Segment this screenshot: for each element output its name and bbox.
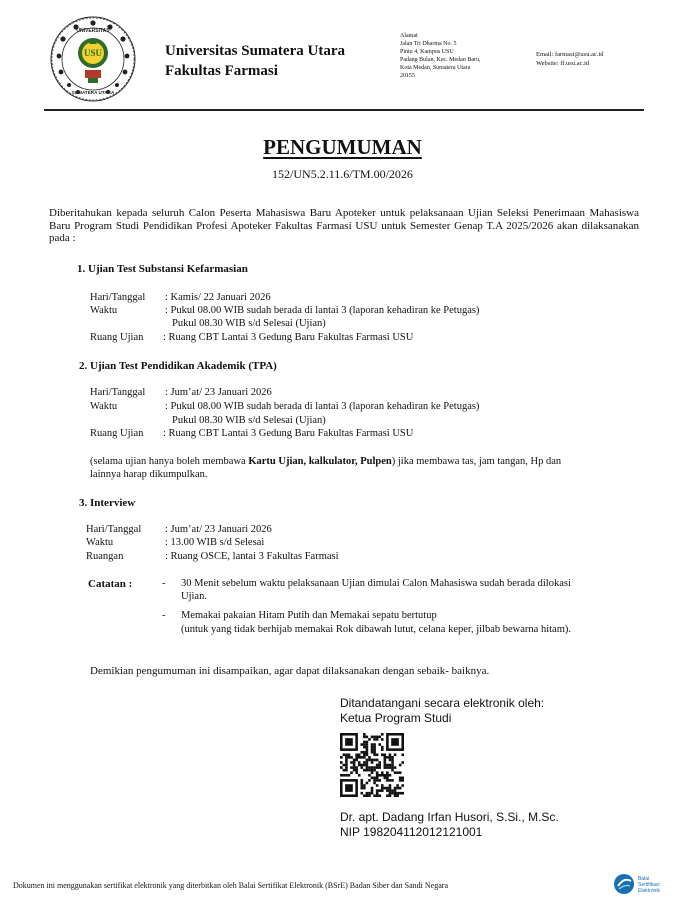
svg-text:UNIVERSITAS: UNIVERSITAS (76, 28, 110, 34)
section-3-date-label: Hari/Tanggal (86, 524, 142, 535)
address-line: 20155 (400, 73, 415, 79)
section-2-time-label: Waktu (90, 401, 118, 412)
section-3-room-label: Ruangan (86, 551, 124, 562)
notes-label: Catatan : (88, 578, 133, 590)
contact-block (536, 50, 604, 68)
section-3-heading: 3. Interview (79, 497, 136, 509)
institution-name (165, 41, 345, 81)
exam-rules-note (90, 456, 570, 481)
exam-rules-pre: (selama ujian hanya boleh membawa (90, 456, 249, 467)
closing-statement: Demikian pengumuman ini disampaikan, agar dapat dilaksanakan dengan sebaik- baiknya. (90, 665, 490, 677)
signature-caption: Ditandatangani secara elektronik oleh: (340, 696, 545, 710)
section-1-time-value: : Pukul 08.00 WIB sudah berada di lantai 3 (laporan kehadiran ke Petugas) (165, 305, 480, 316)
address-line: Pintu 4, Kampus USU (400, 49, 454, 55)
address-line: Jalan Tri Dharma No. 5 (400, 41, 457, 47)
bsre-logo (612, 872, 678, 896)
address-line: Kota Medan, Sumatera Utara (400, 65, 471, 71)
university-name: Universitas Sumatera Utara (165, 43, 345, 59)
section-2-time-value-2: Pukul 08.30 WIB s/d Selesai (Ujian) (172, 415, 326, 426)
section-2-room-value: : Ruang CBT Lantai 3 Gedung Baru Fakultas Farmasi USU (163, 428, 414, 439)
email-text: Email: farmasi@usu.ac.id (536, 51, 604, 58)
notes-dash-2: - (162, 610, 166, 621)
address-label: Alamat (400, 33, 418, 39)
bsre-logo-line1: Balai (638, 876, 650, 882)
section-3-time-label: Waktu (86, 537, 114, 548)
section-1-heading: 1. Ujian Test Substansi Kefarmasian (77, 263, 248, 275)
faculty-name: Fakultas Farmasi (165, 63, 278, 79)
exam-rules-items: Kartu Ujian, kalkulator, Pulpen (248, 456, 392, 467)
notes-dash-1: - (162, 578, 166, 589)
footer-certificate-notice: Dokumen ini menggunakan sertifikat elektronik yang diterbitkan oleh Balai Sertifikat Elektronik (BSrE) Badan Siber dan Sandi Negara (13, 881, 448, 890)
section-1-date-label: Hari/Tanggal (90, 292, 146, 303)
header-divider (44, 109, 644, 111)
section-2-date-label: Hari/Tanggal (90, 387, 146, 398)
section-1-date-value: : Kamis/ 22 Januari 2026 (165, 292, 271, 303)
document-number: 152/UN5.2.11.6/TM.00/2026 (272, 167, 413, 181)
svg-text:SUMATERA UTARA: SUMATERA UTARA (71, 90, 115, 95)
website-text: Website: ff.usu.ac.id (536, 60, 590, 67)
section-2-room-label: Ruang Ujian (90, 428, 144, 439)
section-1-room-label: Ruang Ujian (90, 332, 144, 343)
qr-code-icon (340, 733, 404, 797)
signer-position: Ketua Program Studi (340, 711, 452, 725)
notes-item-2: Memakai pakaian Hitam Putih dan Memakai sepatu bertutup (181, 610, 437, 621)
address-line: Padang Bulan, Kec. Medan Baru, (400, 57, 481, 63)
signer-name: Dr. apt. Dadang Irfan Husori, S.Si., M.Sc. (340, 810, 559, 824)
section-2-date-value: : Jum’at/ 23 Januari 2026 (165, 387, 272, 398)
university-seal-logo (50, 16, 136, 102)
notes-item-1: 30 Menit sebelum waktu pelaksanaan Ujian dimulai Calon Mahasiswa sudah berada dilokasi Ujian. (181, 578, 571, 602)
section-2-time-value: : Pukul 08.00 WIB sudah berada di lantai 3 (laporan kehadiran ke Petugas) (165, 401, 480, 412)
section-1-room-value: : Ruang CBT Lantai 3 Gedung Baru Fakultas Farmasi USU (163, 332, 414, 343)
section-1-time-label: Waktu (90, 305, 118, 316)
section-3-date-value: : Jum’at/ 23 Januari 2026 (165, 524, 272, 535)
notes-item-2-detail: (untuk yang tidak berhijab memakai Rok dibawah lutut, celana keper, jilbab bewarna hitam). (181, 624, 571, 635)
section-3-time-value: : 13.00 WIB s/d Selesai (165, 537, 265, 548)
exam-rules-post: ) jika membawa tas, jam tangan, Hp dan lainnya harap dikumpulkan. (90, 456, 562, 480)
document-title: PENGUMUMAN (263, 135, 422, 159)
signer-nip: NIP 198204112012121001 (340, 825, 483, 839)
section-1-time-value-2: Pukul 08.30 WIB s/d Selesai (Ujian) (172, 318, 326, 329)
address-block (400, 32, 480, 80)
bsre-logo-line3: Elektronik (638, 888, 660, 894)
bsre-logo-line2: Sertifikasi (638, 882, 660, 888)
section-2-heading: 2. Ujian Test Pendidikan Akademik (TPA) (79, 360, 277, 372)
svg-text:USU: USU (83, 48, 103, 58)
section-3-room-value: : Ruang OSCE, lantai 3 Fakultas Farmasi (165, 551, 339, 562)
intro-paragraph: Diberitahukan kepada seluruh Calon Peserta Mahasiswa Baru Apoteker untuk pelaksanaan Ujian Seleksi Penerimaan Mahasiswa Baru Program Studi Pendidikan Profesi Apoteker Fakultas Farmasi USU untuk Semester Genap T.A 2025/2026 akan dilaksanakan pada : (49, 207, 639, 244)
